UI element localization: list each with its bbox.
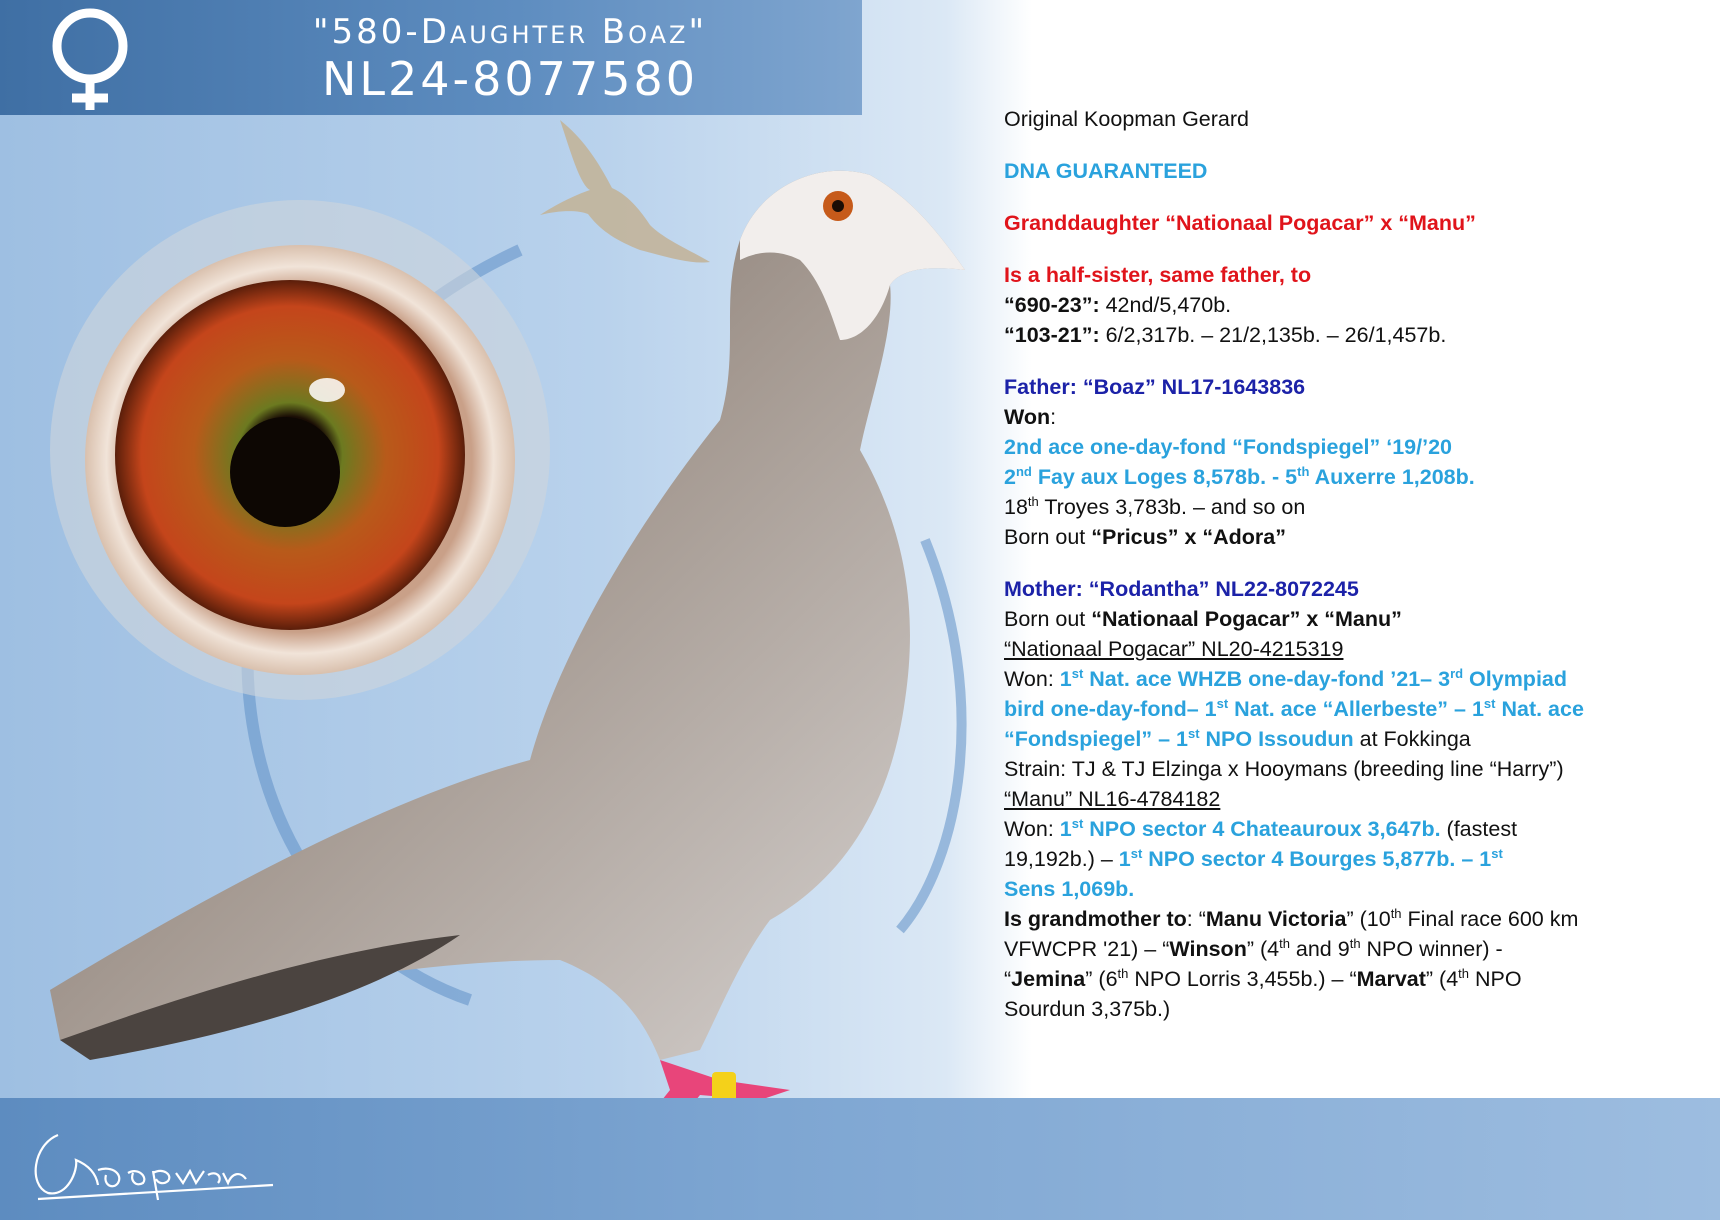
female-symbol-icon bbox=[40, 4, 140, 112]
sibling-results: 6/2,317b. – 21/2,135b. – 26/1,457b. bbox=[1099, 323, 1447, 347]
text: 19,192b.) – bbox=[1004, 847, 1119, 871]
text: “Fondspiegel” – 1 bbox=[1004, 727, 1188, 751]
text: VFWCPR '21) – “ bbox=[1004, 937, 1170, 961]
manu-result bbox=[1004, 814, 1704, 844]
text: ” (6 bbox=[1085, 967, 1118, 991]
manu-name bbox=[1004, 784, 1704, 814]
ring-number: NL24-8077580 bbox=[321, 52, 699, 106]
origin-line: Original Koopman Gerard bbox=[1004, 107, 1249, 131]
father-title: Father: “Boaz” NL17-1643836 bbox=[1004, 375, 1306, 399]
strain-line: Strain: TJ & TJ Elzinga x Hooymans (breeding line “Harry”) bbox=[1004, 757, 1564, 781]
grandmother-line bbox=[1004, 964, 1704, 994]
ordinal: th bbox=[1279, 935, 1290, 951]
ordinal: st bbox=[1216, 695, 1229, 711]
text: Won: bbox=[1004, 817, 1060, 841]
ordinal: nd bbox=[1015, 463, 1032, 479]
pigeon-name: "580-Daughter Boaz" bbox=[312, 12, 708, 52]
text: Nat. ace bbox=[1495, 697, 1584, 721]
text: “Manu” NL16-4784182 bbox=[1004, 787, 1221, 811]
father-parents bbox=[1004, 522, 1704, 552]
father-result: 2nd ace one-day-fond “Fondspiegel” ‘19/’20 bbox=[1004, 435, 1453, 459]
ordinal: th bbox=[1349, 935, 1361, 951]
mother-section bbox=[1004, 574, 1704, 1024]
text: “ bbox=[1004, 967, 1012, 991]
sibling-results: 42nd/5,470b. bbox=[1099, 293, 1232, 317]
text: bird one-day-fond– 1 bbox=[1004, 697, 1217, 721]
text: 1 bbox=[1059, 667, 1072, 691]
text: Jemina bbox=[1011, 967, 1086, 991]
text: Nat. ace “Allerbeste” – 1 bbox=[1228, 697, 1484, 721]
text: Born out bbox=[1004, 525, 1092, 549]
manu-result: Sens 1,069b. bbox=[1004, 877, 1135, 901]
ordinal: st bbox=[1187, 725, 1200, 741]
text: and 9 bbox=[1289, 937, 1350, 961]
text: Nat. ace WHZB one-day-fond ’21– 3 bbox=[1083, 667, 1451, 691]
text: : “ bbox=[1186, 907, 1206, 931]
text: Born out bbox=[1004, 607, 1092, 631]
text: 2 bbox=[1004, 465, 1016, 489]
text: 1 bbox=[1059, 817, 1072, 841]
ordinal: st bbox=[1491, 845, 1503, 861]
text: Is grandmother to bbox=[1004, 907, 1187, 931]
pogacar-result bbox=[1004, 664, 1704, 694]
text: Auxerre 1,208b. bbox=[1309, 465, 1475, 489]
koopman-signature bbox=[18, 1115, 278, 1205]
grandmother-line: Sourdun 3,375b.) bbox=[1004, 997, 1171, 1021]
dna-guarantee: DNA GUARANTEED bbox=[1004, 159, 1208, 183]
ordinal: th bbox=[1390, 905, 1402, 921]
father-won-label bbox=[1004, 402, 1704, 432]
half-sister-line bbox=[1004, 320, 1704, 350]
parents-names: “Pricus” x “Adora” bbox=[1091, 525, 1286, 549]
mother-parents bbox=[1004, 604, 1704, 634]
text: at Fokkinga bbox=[1353, 727, 1471, 751]
text: NPO winner) - bbox=[1360, 937, 1503, 961]
text: Manu Victoria bbox=[1205, 907, 1347, 931]
half-sister-section bbox=[1004, 260, 1704, 350]
won-label: Won bbox=[1004, 405, 1051, 429]
ordinal: th bbox=[1297, 463, 1310, 479]
text: NPO Lorris 3,455b.) – “ bbox=[1128, 967, 1357, 991]
grandmother-line bbox=[1004, 904, 1704, 934]
ordinal: st bbox=[1483, 695, 1496, 711]
won-colon: : bbox=[1050, 405, 1057, 429]
text: ” (10 bbox=[1346, 907, 1391, 931]
text: ” (4 bbox=[1246, 937, 1280, 961]
father-result bbox=[1004, 462, 1704, 492]
grandmother-line bbox=[1004, 934, 1704, 964]
half-sister-title: Is a half-sister, same father, to bbox=[1004, 263, 1312, 287]
pogacar-result bbox=[1004, 724, 1704, 754]
ordinal: st bbox=[1071, 815, 1084, 831]
text: Fay aux Loges 8,578b. - 5 bbox=[1031, 465, 1298, 489]
text: 1 bbox=[1118, 847, 1131, 871]
half-sister-line bbox=[1004, 290, 1704, 320]
ordinal: th bbox=[1027, 493, 1039, 509]
ordinal: rd bbox=[1450, 665, 1464, 681]
text: Olympiad bbox=[1463, 667, 1568, 691]
sibling-name: “103-21”: bbox=[1004, 323, 1100, 347]
parents-names: “Nationaal Pogacar” x “Manu” bbox=[1091, 607, 1402, 631]
text: NPO bbox=[1469, 967, 1522, 991]
pogacar-result bbox=[1004, 694, 1704, 724]
ordinal: th bbox=[1458, 965, 1470, 981]
text: 18 bbox=[1004, 495, 1028, 519]
text: Marvat bbox=[1356, 967, 1426, 991]
text: (fastest bbox=[1440, 817, 1518, 841]
father-section bbox=[1004, 372, 1704, 552]
ordinal: st bbox=[1071, 665, 1084, 681]
pigeon-eye-closeup bbox=[50, 200, 550, 700]
granddaughter-line: Granddaughter “Nationaal Pogacar” x “Manu” bbox=[1004, 211, 1476, 235]
text: NPO sector 4 Bourges 5,877b. – 1 bbox=[1142, 847, 1492, 871]
text: Won: bbox=[1004, 667, 1060, 691]
text: “Nationaal Pogacar” NL20-4215319 bbox=[1004, 637, 1344, 661]
pogacar-name bbox=[1004, 634, 1704, 664]
ordinal: st bbox=[1130, 845, 1143, 861]
mother-title: Mother: “Rodantha” NL22-8072245 bbox=[1004, 577, 1359, 601]
sibling-name: “690-23”: bbox=[1004, 293, 1100, 317]
father-result bbox=[1004, 492, 1704, 522]
text: NPO Issoudun bbox=[1199, 727, 1354, 751]
text: NPO sector 4 Chateauroux 3,647b. bbox=[1083, 817, 1441, 841]
pedigree-info bbox=[1004, 104, 1704, 1046]
ordinal: th bbox=[1117, 965, 1129, 981]
text: Troyes 3,783b. – and so on bbox=[1038, 495, 1306, 519]
text: Winson bbox=[1169, 937, 1247, 961]
text: Final race 600 km bbox=[1401, 907, 1579, 931]
text: ” (4 bbox=[1425, 967, 1459, 991]
manu-result bbox=[1004, 844, 1704, 874]
title-banner bbox=[0, 0, 862, 115]
